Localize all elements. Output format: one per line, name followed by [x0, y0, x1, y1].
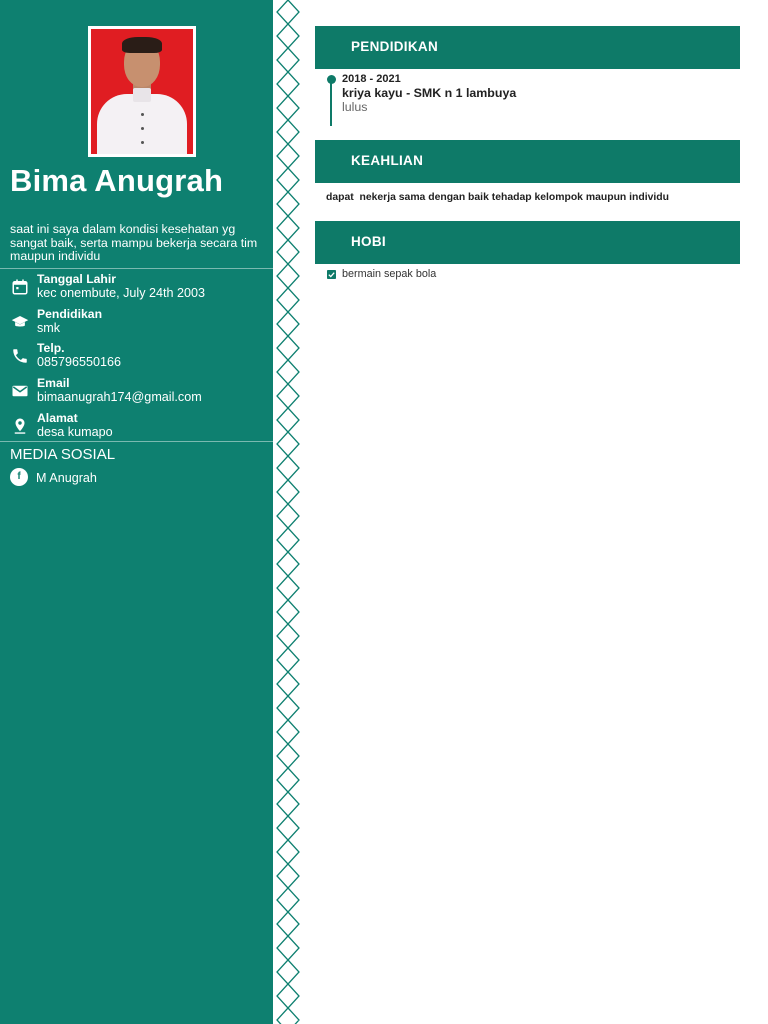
info-value: smk: [37, 321, 61, 335]
section-title: HOBI: [351, 234, 386, 249]
info-email: [0, 376, 273, 408]
social-item-label: M Anugrah: [36, 471, 97, 485]
info-value: 085796550166: [37, 355, 122, 369]
profile-name: Bima Anugrah: [10, 163, 224, 198]
info-phone: [0, 341, 273, 373]
education-entry: [315, 70, 740, 128]
education-years: 2018 - 2021: [342, 73, 401, 85]
section-header-education: [315, 26, 740, 69]
education-status: lulus: [342, 100, 368, 114]
diamond-pattern-divider: [273, 0, 303, 1024]
skills-text: dapat nekerja sama dengan baik tehadap kelompok maupun individu: [326, 192, 669, 203]
info-label: Pendidikan: [37, 307, 103, 321]
info-label: Alamat: [37, 411, 78, 425]
sidebar: [0, 0, 273, 1024]
profile-photo: [91, 29, 193, 154]
info-label: Tanggal Lahir: [37, 272, 116, 286]
section-header-hobbies: [315, 221, 740, 264]
info-value: desa kumapo: [37, 425, 113, 439]
checkbox-checked-icon: [327, 270, 336, 279]
info-address: [0, 411, 273, 443]
divider: [0, 268, 273, 269]
divider: [0, 441, 273, 442]
graduation-cap-icon: [11, 313, 29, 331]
education-school: kriya kayu - SMK n 1 lambuya: [342, 86, 517, 100]
location-pin-icon: [11, 417, 29, 435]
profile-photo-frame: [88, 26, 196, 157]
section-title: KEAHLIAN: [351, 153, 424, 168]
profile-about: saat ini saya dalam kondisi kesehatan yg sangat baik, serta mampu bekerja secara tim maupun individu: [10, 222, 258, 264]
social-media-title: MEDIA SOSIAL: [10, 446, 116, 463]
section-title: PENDIDIKAN: [351, 39, 439, 54]
section-header-skills: [315, 140, 740, 183]
calendar-icon: [11, 278, 29, 296]
hobby-label: bermain sepak bola: [342, 268, 437, 280]
info-label: Email: [37, 376, 70, 390]
timeline-line: [330, 78, 332, 126]
info-value: kec onembute, July 24th 2003: [37, 286, 206, 300]
facebook-icon: f: [10, 468, 28, 486]
email-icon: [11, 382, 29, 400]
phone-icon: [11, 347, 29, 365]
info-education: [0, 307, 273, 339]
info-label: Telp.: [37, 341, 65, 355]
info-value: bimaanugrah174@gmail.com: [37, 390, 202, 404]
timeline-dot: [327, 75, 336, 84]
info-birth-date: [0, 272, 273, 304]
